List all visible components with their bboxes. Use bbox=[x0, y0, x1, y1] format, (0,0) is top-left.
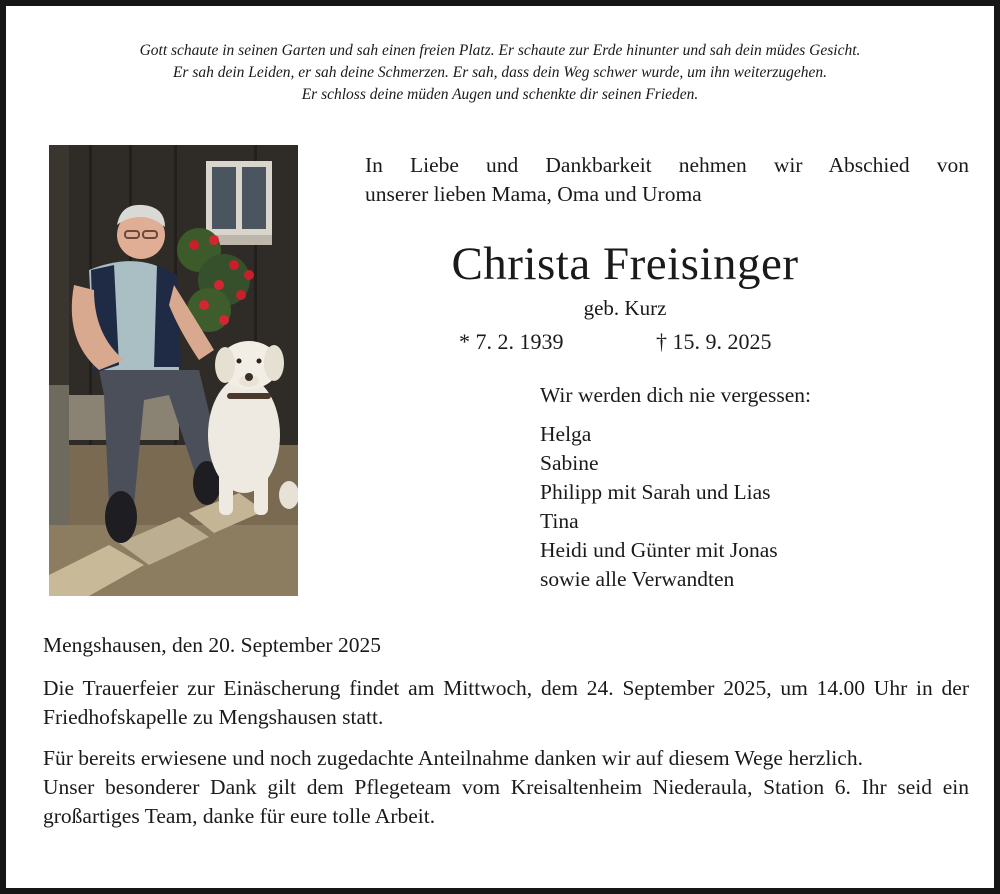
place-date: Mengshausen, den 20. September 2025 bbox=[43, 633, 381, 657]
birth-date: * 7. 2. 1939 bbox=[459, 329, 564, 354]
poem-line: Er schloss deine müden Augen und schenkte dir seinen Frieden. bbox=[301, 86, 699, 103]
survivor-name: Helga bbox=[540, 422, 592, 446]
notice-details bbox=[43, 631, 969, 831]
intro-line: unserer lieben Mama, Oma und Uroma bbox=[365, 182, 702, 206]
survivors-heading: Wir werden dich nie vergessen: bbox=[540, 383, 811, 407]
survivor-name: sowie alle Verwandten bbox=[540, 567, 735, 591]
thanks-paragraph: Für bereits erwiesene und noch zugedachte Anteilnahme danken wir auf diesem Wege herzlich. bbox=[43, 746, 863, 770]
portrait-photo bbox=[49, 145, 298, 596]
survivor-name: Sabine bbox=[540, 451, 599, 475]
survivor-name: Tina bbox=[540, 509, 579, 533]
poem-line: Gott schaute in seinen Garten und sah einen freien Platz. Er schaute zur Erde hinunter und sah dein müdes Gesicht. bbox=[139, 42, 861, 59]
deceased-name: Christa Freisinger bbox=[451, 238, 799, 290]
poem bbox=[26, 40, 974, 106]
intro-text bbox=[365, 151, 969, 209]
born-name: geb. Kurz bbox=[583, 296, 667, 320]
funeral-service: Die Trauerfeier zur Einäscherung findet am Mittwoch, dem 24. September 2025, um 14.00 Uhr in der Friedhofskapelle zu Mengshausen statt. bbox=[43, 676, 969, 729]
death-date: † 15. 9. 2025 bbox=[656, 329, 772, 354]
poem-line: Er sah dein Leiden, er sah deine Schmerzen. Er sah, dass dein Weg schwer wurde, um ihn weiterzugehen. bbox=[172, 64, 828, 81]
thanks-paragraph: Unser besonderer Dank gilt dem Pflegeteam vom Kreisaltenheim Niederaula, Station 6. Ihr seid ein großartiges Team, danke für eure tolle Arbeit. bbox=[43, 775, 969, 828]
survivor-name: Heidi und Günter mit Jonas bbox=[540, 538, 778, 562]
survivor-name: Philipp mit Sarah und Lias bbox=[540, 480, 771, 504]
survivors-list bbox=[540, 381, 811, 594]
intro-line: In Liebe und Dankbarkeit nehmen wir Abschied von bbox=[365, 153, 969, 177]
